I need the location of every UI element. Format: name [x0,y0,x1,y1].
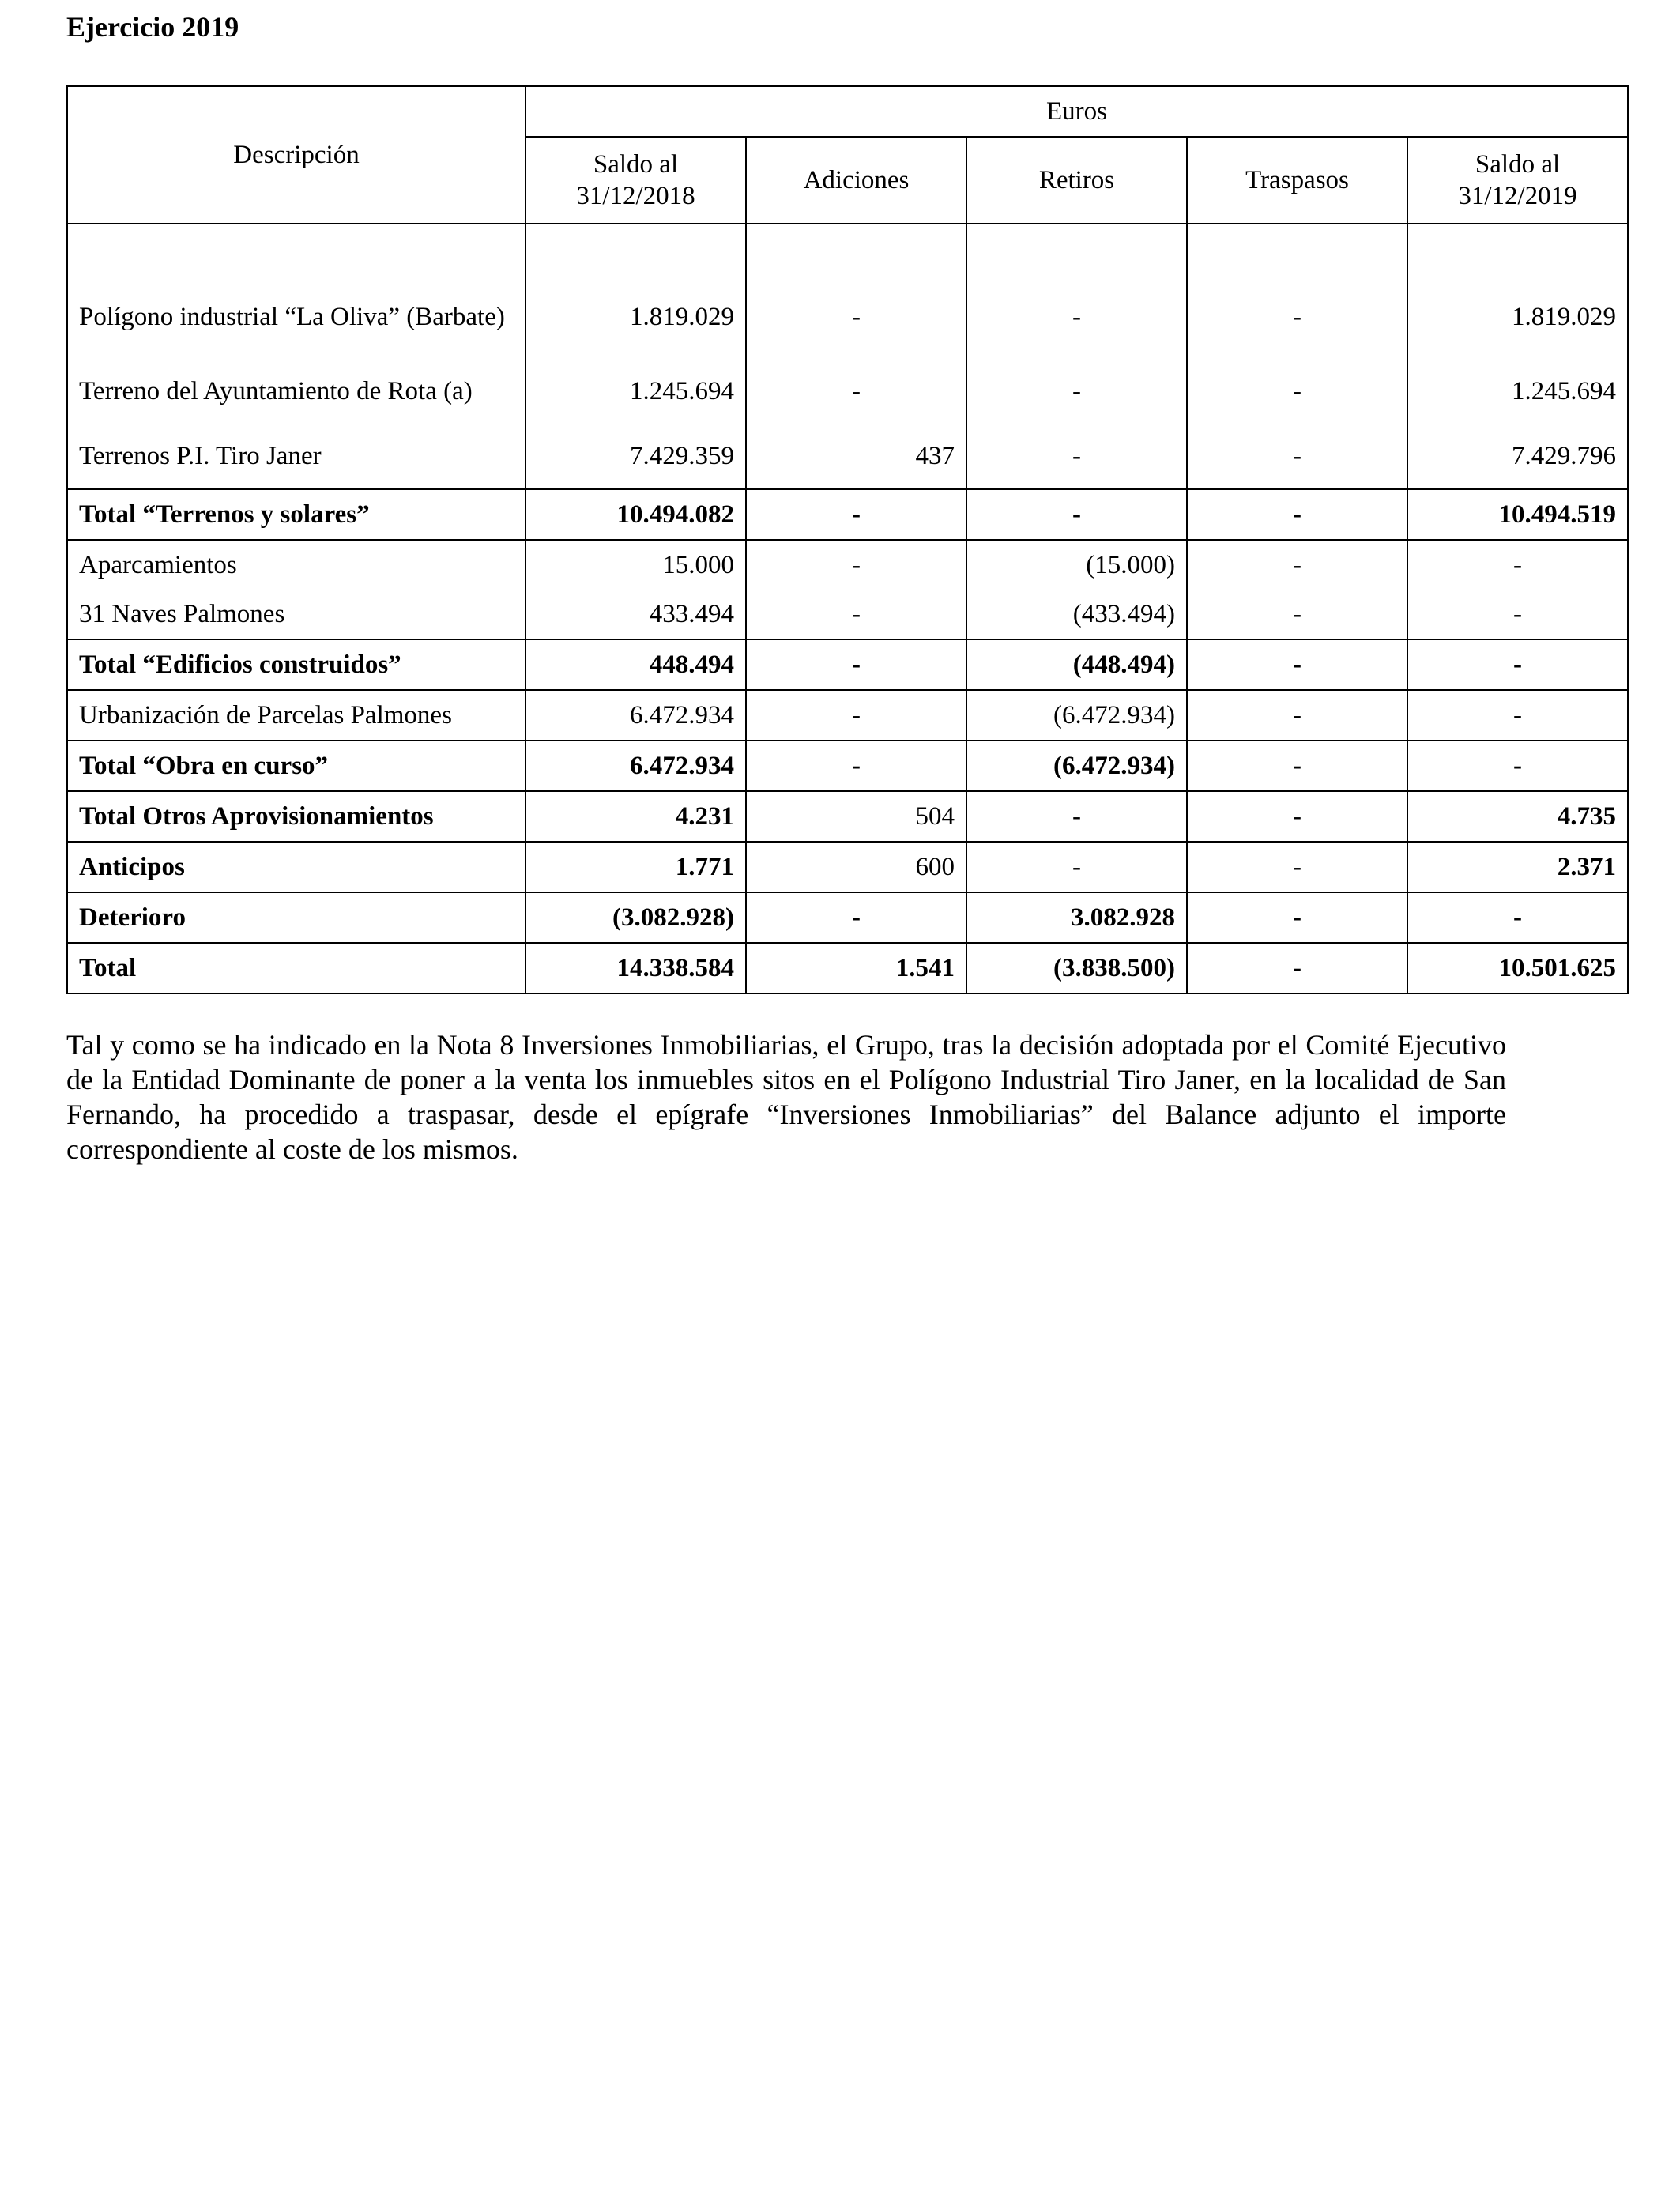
grand-total-row [67,943,1628,993]
cell-traspasos: - [1187,424,1407,489]
cell-saldo-2019: 1.245.694 [1407,359,1628,424]
cell-saldo-2019: 2.371 [1407,842,1628,892]
cell-adiciones: - [746,540,966,590]
cell-adiciones: - [746,639,966,690]
row-desc: 31 Naves Palmones [67,590,525,639]
cell-saldo-2018: 448.494 [525,639,746,690]
header-descripcion: Descripción [67,86,525,224]
cell-traspasos: - [1187,639,1407,690]
row-desc: Polígono industrial “La Oliva” (Barbate) [67,275,525,359]
explanatory-paragraph: Tal y como se ha indicado en la Nota 8 Inversiones Inmobiliarias, el Grupo, tras la decisión adoptada por el Comité Ejecutivo de la Entidad Dominante de poner a la venta los inmuebles sitos en el Polígono Industrial Tiro Janer, en la localidad de San Fernando, ha procedido a traspasar, desde el epígrafe “Inversiones Inmobiliarias” del Balance adjunto el importe correspondiente al coste de los mismos. [66,1029,1506,1165]
row-desc: Total [67,943,525,993]
row-desc: Deterioro [67,892,525,943]
cell-retiros: - [966,791,1187,842]
header-euros: Euros [525,86,1628,137]
cell-adiciones: - [746,690,966,741]
page-title: Ejercicio 2019 [66,11,239,43]
cell-traspasos: - [1187,791,1407,842]
total-row [67,791,1628,842]
cell-saldo-2019: - [1407,690,1628,741]
cell-adiciones: - [746,741,966,791]
cell-saldo-2019: - [1407,540,1628,590]
cell-retiros: (15.000) [966,540,1187,590]
cell-adiciones: 1.541 [746,943,966,993]
total-row [67,741,1628,791]
cell-saldo-2018: 6.472.934 [525,690,746,741]
row-desc: Total “Edificios construidos” [67,639,525,690]
cell-saldo-2019: - [1407,892,1628,943]
cell-traspasos: - [1187,489,1407,540]
cell-saldo-2018: 7.429.359 [525,424,746,489]
total-row [67,842,1628,892]
row-desc: Terreno del Ayuntamiento de Rota (a) [67,359,525,424]
spacer-row [67,224,1628,275]
cell-saldo-2019: 1.819.029 [1407,275,1628,359]
row-desc: Aparcamientos [67,540,525,590]
table-row [67,424,1628,489]
cell-saldo-2019: - [1407,590,1628,639]
table-row [67,690,1628,741]
cell-adiciones: - [746,590,966,639]
cell-retiros: (3.838.500) [966,943,1187,993]
cell-retiros: (433.494) [966,590,1187,639]
total-row [67,489,1628,540]
cell-saldo-2018: 1.819.029 [525,275,746,359]
cell-saldo-2019: 10.494.519 [1407,489,1628,540]
inventory-table [66,85,1629,994]
cell-adiciones: 437 [746,424,966,489]
total-row [67,892,1628,943]
cell-retiros: - [966,275,1187,359]
cell-retiros: - [966,424,1187,489]
cell-retiros: - [966,359,1187,424]
cell-adiciones: - [746,275,966,359]
cell-traspasos: - [1187,741,1407,791]
row-desc: Anticipos [67,842,525,892]
cell-retiros: (6.472.934) [966,741,1187,791]
cell-retiros: - [966,489,1187,540]
table-row [67,359,1628,424]
cell-saldo-2018: 1.771 [525,842,746,892]
cell-saldo-2019: 10.501.625 [1407,943,1628,993]
row-desc: Total “Obra en curso” [67,741,525,791]
cell-traspasos: - [1187,590,1407,639]
cell-saldo-2019: - [1407,741,1628,791]
cell-traspasos: - [1187,359,1407,424]
cell-traspasos: - [1187,943,1407,993]
cell-retiros: (6.472.934) [966,690,1187,741]
cell-retiros: - [966,842,1187,892]
cell-traspasos: - [1187,842,1407,892]
cell-traspasos: - [1187,540,1407,590]
total-row [67,639,1628,690]
header-adiciones: Adiciones [746,137,966,224]
header-saldo-2018: Saldo al 31/12/2018 [525,137,746,224]
row-desc: Total Otros Aprovisionamientos [67,791,525,842]
cell-saldo-2018: 10.494.082 [525,489,746,540]
table-row [67,275,1628,359]
row-desc: Total “Terrenos y solares” [67,489,525,540]
row-desc: Urbanización de Parcelas Palmones [67,690,525,741]
header-saldo-2019: Saldo al 31/12/2019 [1407,137,1628,224]
cell-adiciones: 600 [746,842,966,892]
cell-adiciones: 504 [746,791,966,842]
row-desc: Terrenos P.I. Tiro Janer [67,424,525,489]
cell-saldo-2019: 4.735 [1407,791,1628,842]
cell-saldo-2018: 1.245.694 [525,359,746,424]
cell-retiros: 3.082.928 [966,892,1187,943]
cell-traspasos: - [1187,892,1407,943]
cell-adiciones: - [746,489,966,540]
cell-saldo-2018: 15.000 [525,540,746,590]
cell-saldo-2018: (3.082.928) [525,892,746,943]
header-retiros: Retiros [966,137,1187,224]
cell-traspasos: - [1187,690,1407,741]
cell-saldo-2018: 14.338.584 [525,943,746,993]
table-row [67,540,1628,590]
cell-retiros: (448.494) [966,639,1187,690]
table-row [67,590,1628,639]
cell-adiciones: - [746,892,966,943]
cell-adiciones: - [746,359,966,424]
cell-saldo-2019: 7.429.796 [1407,424,1628,489]
cell-saldo-2018: 4.231 [525,791,746,842]
cell-saldo-2018: 6.472.934 [525,741,746,791]
cell-saldo-2019: - [1407,639,1628,690]
cell-saldo-2018: 433.494 [525,590,746,639]
cell-traspasos: - [1187,275,1407,359]
header-traspasos: Traspasos [1187,137,1407,224]
